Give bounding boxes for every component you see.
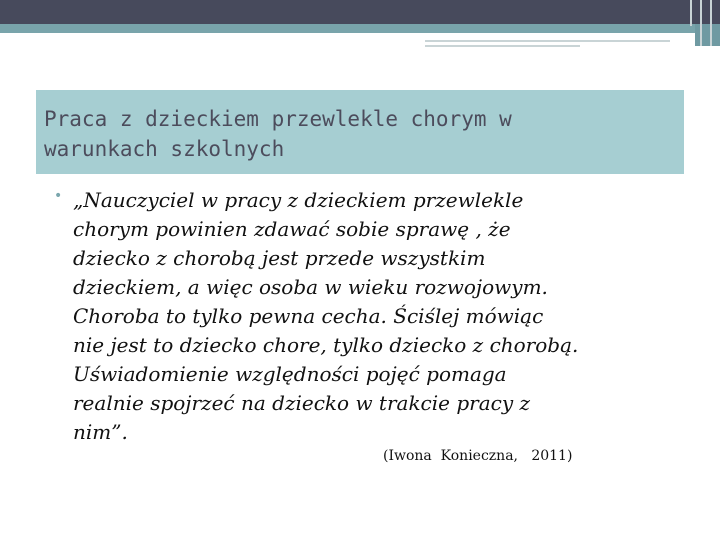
decorative-line (425, 45, 580, 47)
decorative-line (690, 0, 692, 26)
quote-text: „Nauczyciel w pracy z dzieckiem przewlekle chorym powinien zdawać sobie sprawę , że dziecko z chorobą jest przede wszystkim dzieckiem, a więc osoba w wieku rozwojowym. Choroba to tylko pewna cecha. Ściślej mówiąc nie jest to dziecko chore, tylko dziecko z chorobą. Uświadomienie względności pojęć pomaga realnie spojrzeć na dziecko w trakcie pracy z nim”. (73, 188, 579, 444)
accent-bar (0, 24, 695, 33)
title-band (36, 90, 684, 174)
accent-block (695, 24, 720, 46)
decorative-line (425, 40, 670, 42)
decorative-line (710, 0, 712, 46)
slide-title: Praca z dzieckiem przewlekle chorym w warunkach szkolnych (44, 107, 512, 161)
bullet-icon: • (54, 188, 63, 204)
citation: (Iwona Konieczna, 2011) (383, 448, 573, 464)
decorative-line (700, 0, 702, 46)
top-decorative-bar (0, 0, 720, 24)
